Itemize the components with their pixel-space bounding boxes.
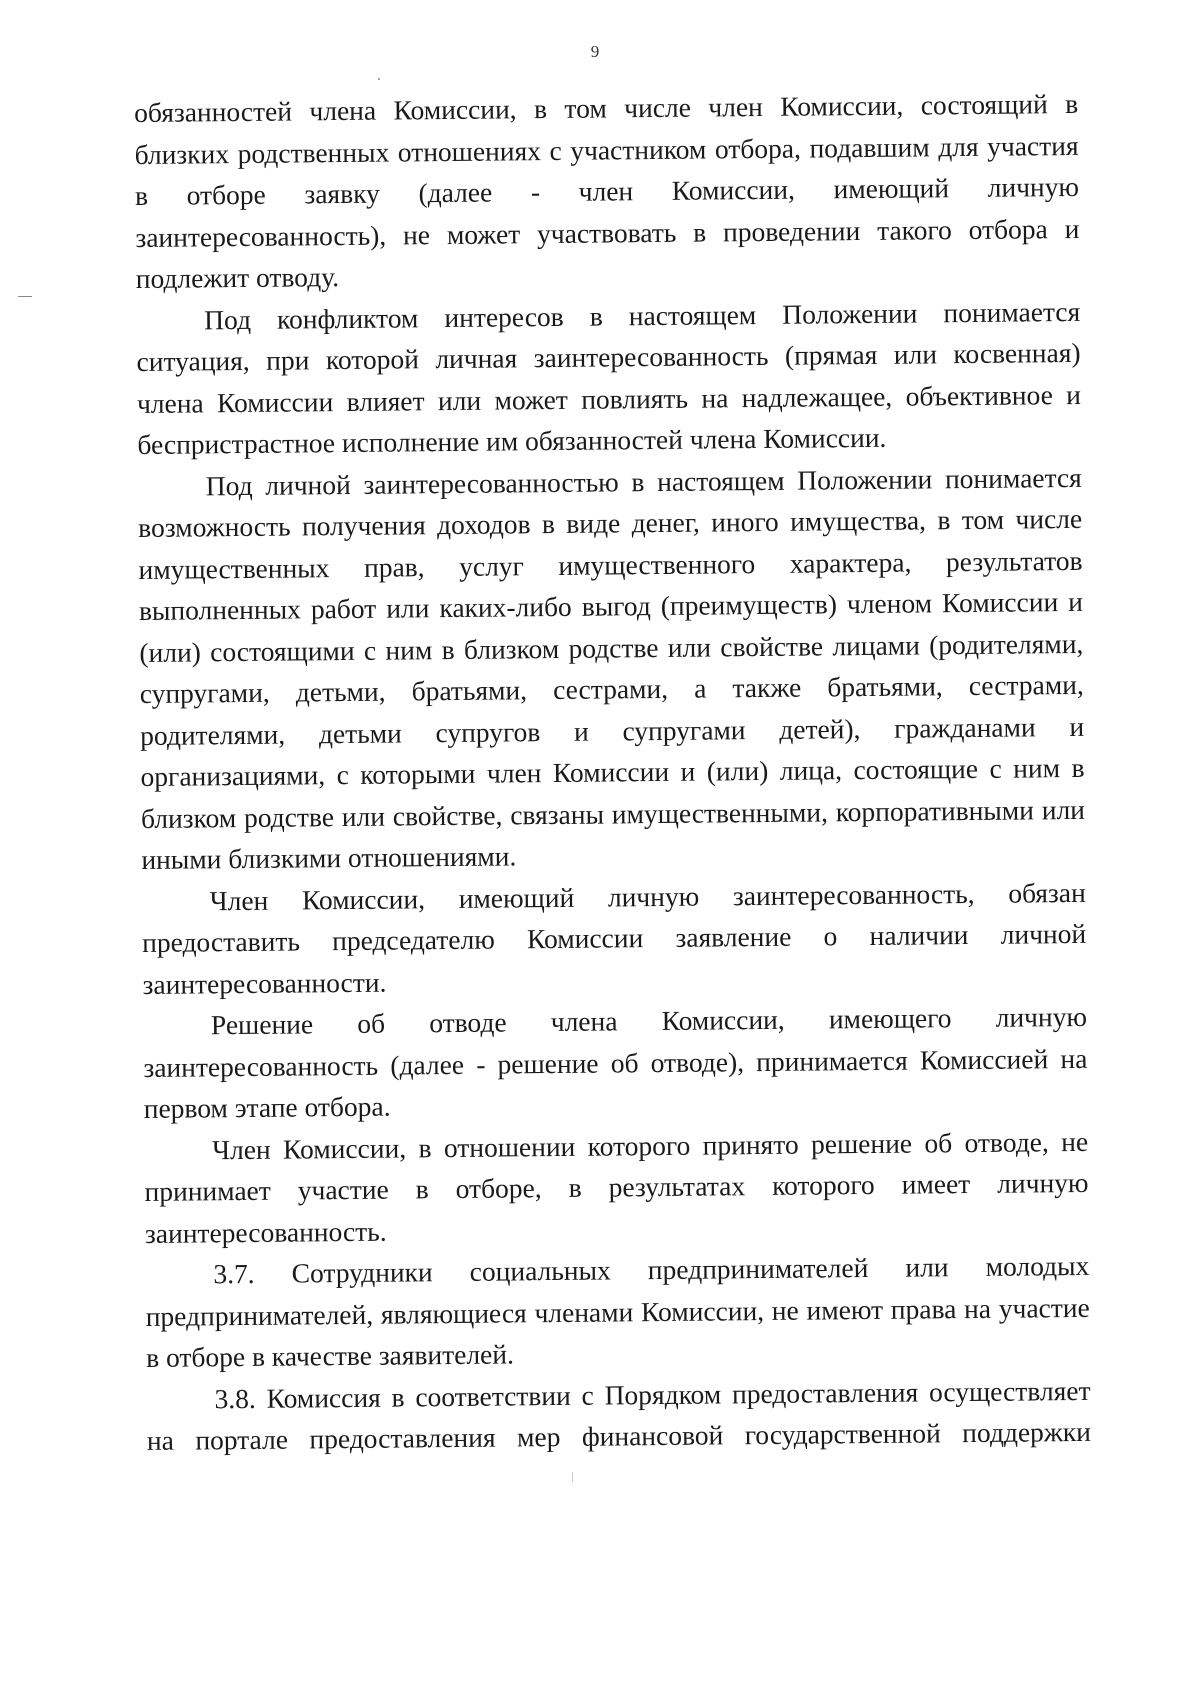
scan-mark xyxy=(572,1472,573,1482)
paragraph-clause-3-8: 3.8. Комиссия в соответствии с Порядком предоставления осуществляет на портале предоставления мер финансовой государственной поддержки xyxy=(146,1374,1092,1456)
paragraph-member-duties: обязанностей члена Комиссии, в том числе член Комиссии, состоящий в близких родственных отношениях с участником отбора, подавшим для участия в отборе заявку (далее - член Комиссии, имеющий личную заинтересованность), не может участвовать в проведении такого отбора и подлежит отводу. xyxy=(134,87,1080,294)
page-number: 9 xyxy=(590,42,600,61)
paragraph-member-statement: Член Комиссии, имеющий личную заинтересованность, обязан предоставить председателю Комиссии заявление о наличии личной заинтересованности. xyxy=(142,876,1087,1000)
paragraph-recused-member: Член Комиссии, в отношении которого принято решение об отводе, не принимает участие в отборе, в результатах которого имеет личную заинтересованность. xyxy=(144,1125,1089,1249)
paragraph-conflict-of-interest: Под конфликтом интересов в настоящем Положении понимается ситуация, при которой личная заинтересованность (прямая или косвенная) члена Комиссии влияет или может повлиять на надлежащее, объективное и беспристрастное исполнение им обязанностей члена Комиссии. xyxy=(136,295,1082,460)
document-body xyxy=(134,83,1091,1461)
paragraph-recusal-decision: Решение об отводе члена Комиссии, имеющего личную заинтересованность (далее - решение об отводе), принимается Комиссией на первом этапе отбора. xyxy=(143,1000,1088,1124)
scan-speck xyxy=(378,78,380,80)
paragraph-personal-interest: Под личной заинтересованностью в настоящем Положении понимается возможность получения доходов в виде денег, иного имущества, в том числе имущественных прав, услуг имущественного характера, результатов выполненных работ или каких-либо выгод (преимуществ) членом Комиссии и (или) состоящими с ним в близком родстве или свойстве лицами (родителями, супругами, детьми, братьями, сестрами, а также братьями, сестрами, родителями, детьми супругов и супругами детей), гражданами и организациями, с которыми член Комиссии и (или) лица, состоящие с ним в близком родстве или свойстве, связаны имущественными, корпоративными или иными близкими отношениями. xyxy=(138,461,1086,875)
paragraph-clause-3-7: 3.7. Сотрудники социальных предпринимателей или молодых предпринимателей, являющиеся членами Комиссии, не имеют права на участие в отборе в качестве заявителей. xyxy=(145,1249,1090,1373)
scan-mark xyxy=(18,296,32,297)
